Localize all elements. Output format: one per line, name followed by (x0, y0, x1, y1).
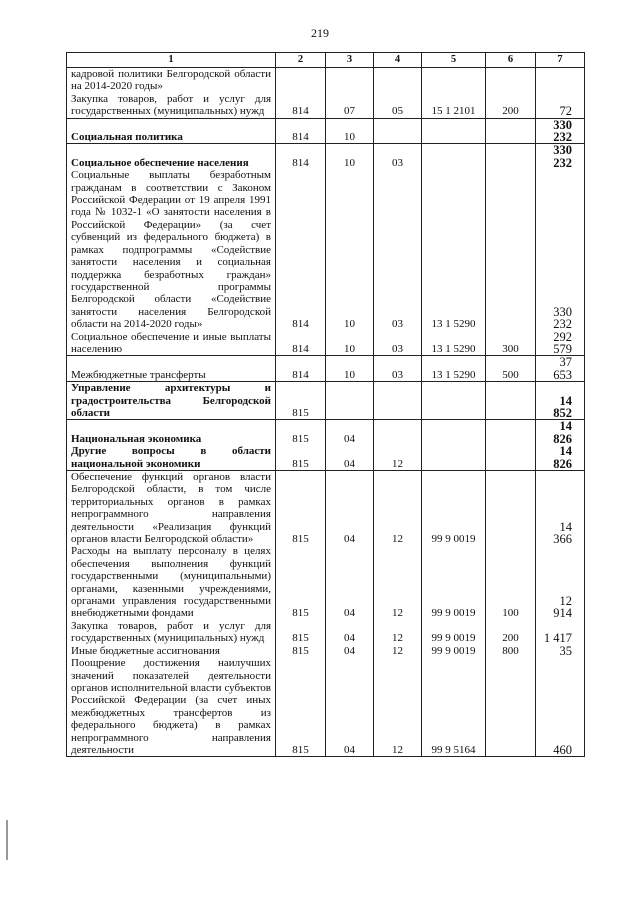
code-cell: 03 (374, 356, 422, 382)
table-row (67, 356, 585, 382)
table-row (67, 657, 585, 757)
column-header: 4 (374, 53, 422, 68)
table-row (67, 420, 585, 445)
amount-cell: 330 232 (536, 118, 585, 144)
code-cell (422, 420, 486, 445)
code-cell: 10 (326, 331, 374, 356)
code-cell: 04 (326, 471, 374, 546)
code-cell: 814 (276, 356, 326, 382)
amount-cell: 330 232 (536, 169, 585, 330)
code-cell: 13 1 5290 (422, 169, 486, 330)
code-cell (374, 382, 422, 420)
row-name-cell: Социальная политика (67, 118, 276, 144)
page-number: 219 (311, 26, 329, 40)
row-name-cell: Управление архитектуры и градостроительства Белгородской области (67, 382, 276, 420)
table-row (67, 545, 585, 619)
table-row (67, 620, 585, 645)
amount-cell: 72 (536, 93, 585, 118)
row-name-cell: Другие вопросы в области национальной экономики (67, 445, 276, 470)
table-row (67, 445, 585, 470)
code-cell: 05 (374, 93, 422, 118)
code-cell (422, 445, 486, 470)
row-name-cell: Национальная экономика (67, 420, 276, 445)
amount-cell: 292 579 (536, 331, 585, 356)
code-cell: 815 (276, 445, 326, 470)
table-row (67, 169, 585, 330)
code-cell: 815 (276, 382, 326, 420)
code-cell: 500 (486, 356, 536, 382)
code-cell: 10 (326, 356, 374, 382)
amount-cell: 12 914 (536, 545, 585, 619)
amount-cell: 1 417 (536, 620, 585, 645)
amount-cell: 14 826 (536, 445, 585, 470)
code-cell: 13 1 5290 (422, 331, 486, 356)
code-cell: 12 (374, 620, 422, 645)
code-cell: 04 (326, 657, 374, 757)
code-cell (422, 144, 486, 169)
code-cell: 814 (276, 118, 326, 144)
row-name-cell: Расходы на выплату персоналу в целях обеспечения выполнения функций государственными (муниципальными) органами, казенными учреждениями, органами управления государственными внебюджетными фондами (67, 545, 276, 619)
table-row (67, 471, 585, 546)
code-cell: 15 1 2101 (422, 93, 486, 118)
code-cell: 03 (374, 144, 422, 169)
row-name-cell: Закупка товаров, работ и услуг для государственных (муниципальных) нужд (67, 93, 276, 118)
column-header: 6 (486, 53, 536, 68)
row-name-cell: Социальное обеспечение и иные выплаты населению (67, 331, 276, 356)
table-row (67, 144, 585, 169)
row-name-cell: Межбюджетные трансферты (67, 356, 276, 382)
column-header: 2 (276, 53, 326, 68)
code-cell (486, 144, 536, 169)
code-cell: 04 (326, 420, 374, 445)
code-cell (486, 445, 536, 470)
code-cell: 03 (374, 169, 422, 330)
code-cell: 12 (374, 645, 422, 657)
code-cell: 815 (276, 657, 326, 757)
table-header-row (67, 53, 585, 68)
code-cell: 815 (276, 420, 326, 445)
code-cell: 04 (326, 645, 374, 657)
code-cell (486, 471, 536, 546)
code-cell (422, 118, 486, 144)
code-cell: 03 (374, 331, 422, 356)
column-header: 1 (67, 53, 276, 68)
code-cell (374, 68, 422, 93)
table-row (67, 331, 585, 356)
row-name-cell: кадровой политики Белгородской области на 2014-2020 годы» (67, 68, 276, 93)
code-cell: 814 (276, 144, 326, 169)
code-cell: 300 (486, 331, 536, 356)
code-cell: 815 (276, 471, 326, 546)
amount-cell: 35 (536, 645, 585, 657)
column-header: 3 (326, 53, 374, 68)
table-row (67, 382, 585, 420)
amount-cell: 14 366 (536, 471, 585, 546)
code-cell (326, 68, 374, 93)
code-cell (486, 68, 536, 93)
code-cell: 99 9 0019 (422, 645, 486, 657)
code-cell: 12 (374, 471, 422, 546)
amount-cell: 37 653 (536, 356, 585, 382)
table-row (67, 645, 585, 657)
amount-cell: 460 (536, 657, 585, 757)
scan-margin-mark (6, 820, 8, 860)
code-cell: 10 (326, 118, 374, 144)
table-row (67, 118, 585, 144)
code-cell (326, 382, 374, 420)
table-row (67, 68, 585, 93)
code-cell: 04 (326, 445, 374, 470)
row-name-cell: Социальное обеспечение населения (67, 144, 276, 169)
table-row (67, 93, 585, 118)
code-cell: 99 9 0019 (422, 620, 486, 645)
code-cell: 12 (374, 657, 422, 757)
code-cell: 200 (486, 620, 536, 645)
code-cell: 10 (326, 169, 374, 330)
code-cell (486, 118, 536, 144)
code-cell: 07 (326, 93, 374, 118)
code-cell: 815 (276, 645, 326, 657)
code-cell: 800 (486, 645, 536, 657)
code-cell (486, 382, 536, 420)
amount-cell: 330 232 (536, 144, 585, 169)
row-name-cell: Закупка товаров, работ и услуг для государственных (муниципальных) нужд (67, 620, 276, 645)
code-cell (486, 169, 536, 330)
budget-table (66, 52, 585, 757)
code-cell: 04 (326, 620, 374, 645)
code-cell: 99 9 0019 (422, 545, 486, 619)
code-cell: 815 (276, 545, 326, 619)
code-cell: 99 9 5164 (422, 657, 486, 757)
code-cell: 814 (276, 331, 326, 356)
amount-cell (536, 68, 585, 93)
code-cell: 815 (276, 620, 326, 645)
column-header: 5 (422, 53, 486, 68)
code-cell: 12 (374, 445, 422, 470)
code-cell: 13 1 5290 (422, 356, 486, 382)
code-cell: 100 (486, 545, 536, 619)
code-cell (486, 420, 536, 445)
code-cell: 10 (326, 144, 374, 169)
code-cell: 200 (486, 93, 536, 118)
code-cell: 04 (326, 545, 374, 619)
code-cell (374, 118, 422, 144)
code-cell: 814 (276, 93, 326, 118)
code-cell (422, 382, 486, 420)
code-cell (374, 420, 422, 445)
row-name-cell: Поощрение достижения наилучших значений показателей деятельности органов исполнительной власти субъектов Российской Федерации (за счет иных межбюджетных трансфертов из федерального бюджета) в рамках непрограммного направления деятельности (67, 657, 276, 757)
column-header: 7 (536, 53, 585, 68)
code-cell: 12 (374, 545, 422, 619)
row-name-cell: Иные бюджетные ассигнования (67, 645, 276, 657)
code-cell (422, 68, 486, 93)
amount-cell: 14 852 (536, 382, 585, 420)
amount-cell: 14 826 (536, 420, 585, 445)
code-cell (276, 68, 326, 93)
row-name-cell: Социальные выплаты безработным гражданам в соответствии с Законом Российской Федерации от 19 апреля 1991 года № 1032-1 «О занятости населения в Российской Федерации» (за счет субвенций из федерального бюджета) в рамках подпрограммы «Содействие занятости населения и социальная поддержка безработных граждан» государственной программы Белгородской области «Содействие занятости населения Белгородской области на 2014-2020 годы» (67, 169, 276, 330)
code-cell (486, 657, 536, 757)
code-cell: 99 9 0019 (422, 471, 486, 546)
row-name-cell: Обеспечение функций органов власти Белгородской области, в том числе территориальных органов в рамках непрограммного направления деятельности «Реализация функций органов власти Белгородской области» (67, 471, 276, 546)
code-cell: 814 (276, 169, 326, 330)
